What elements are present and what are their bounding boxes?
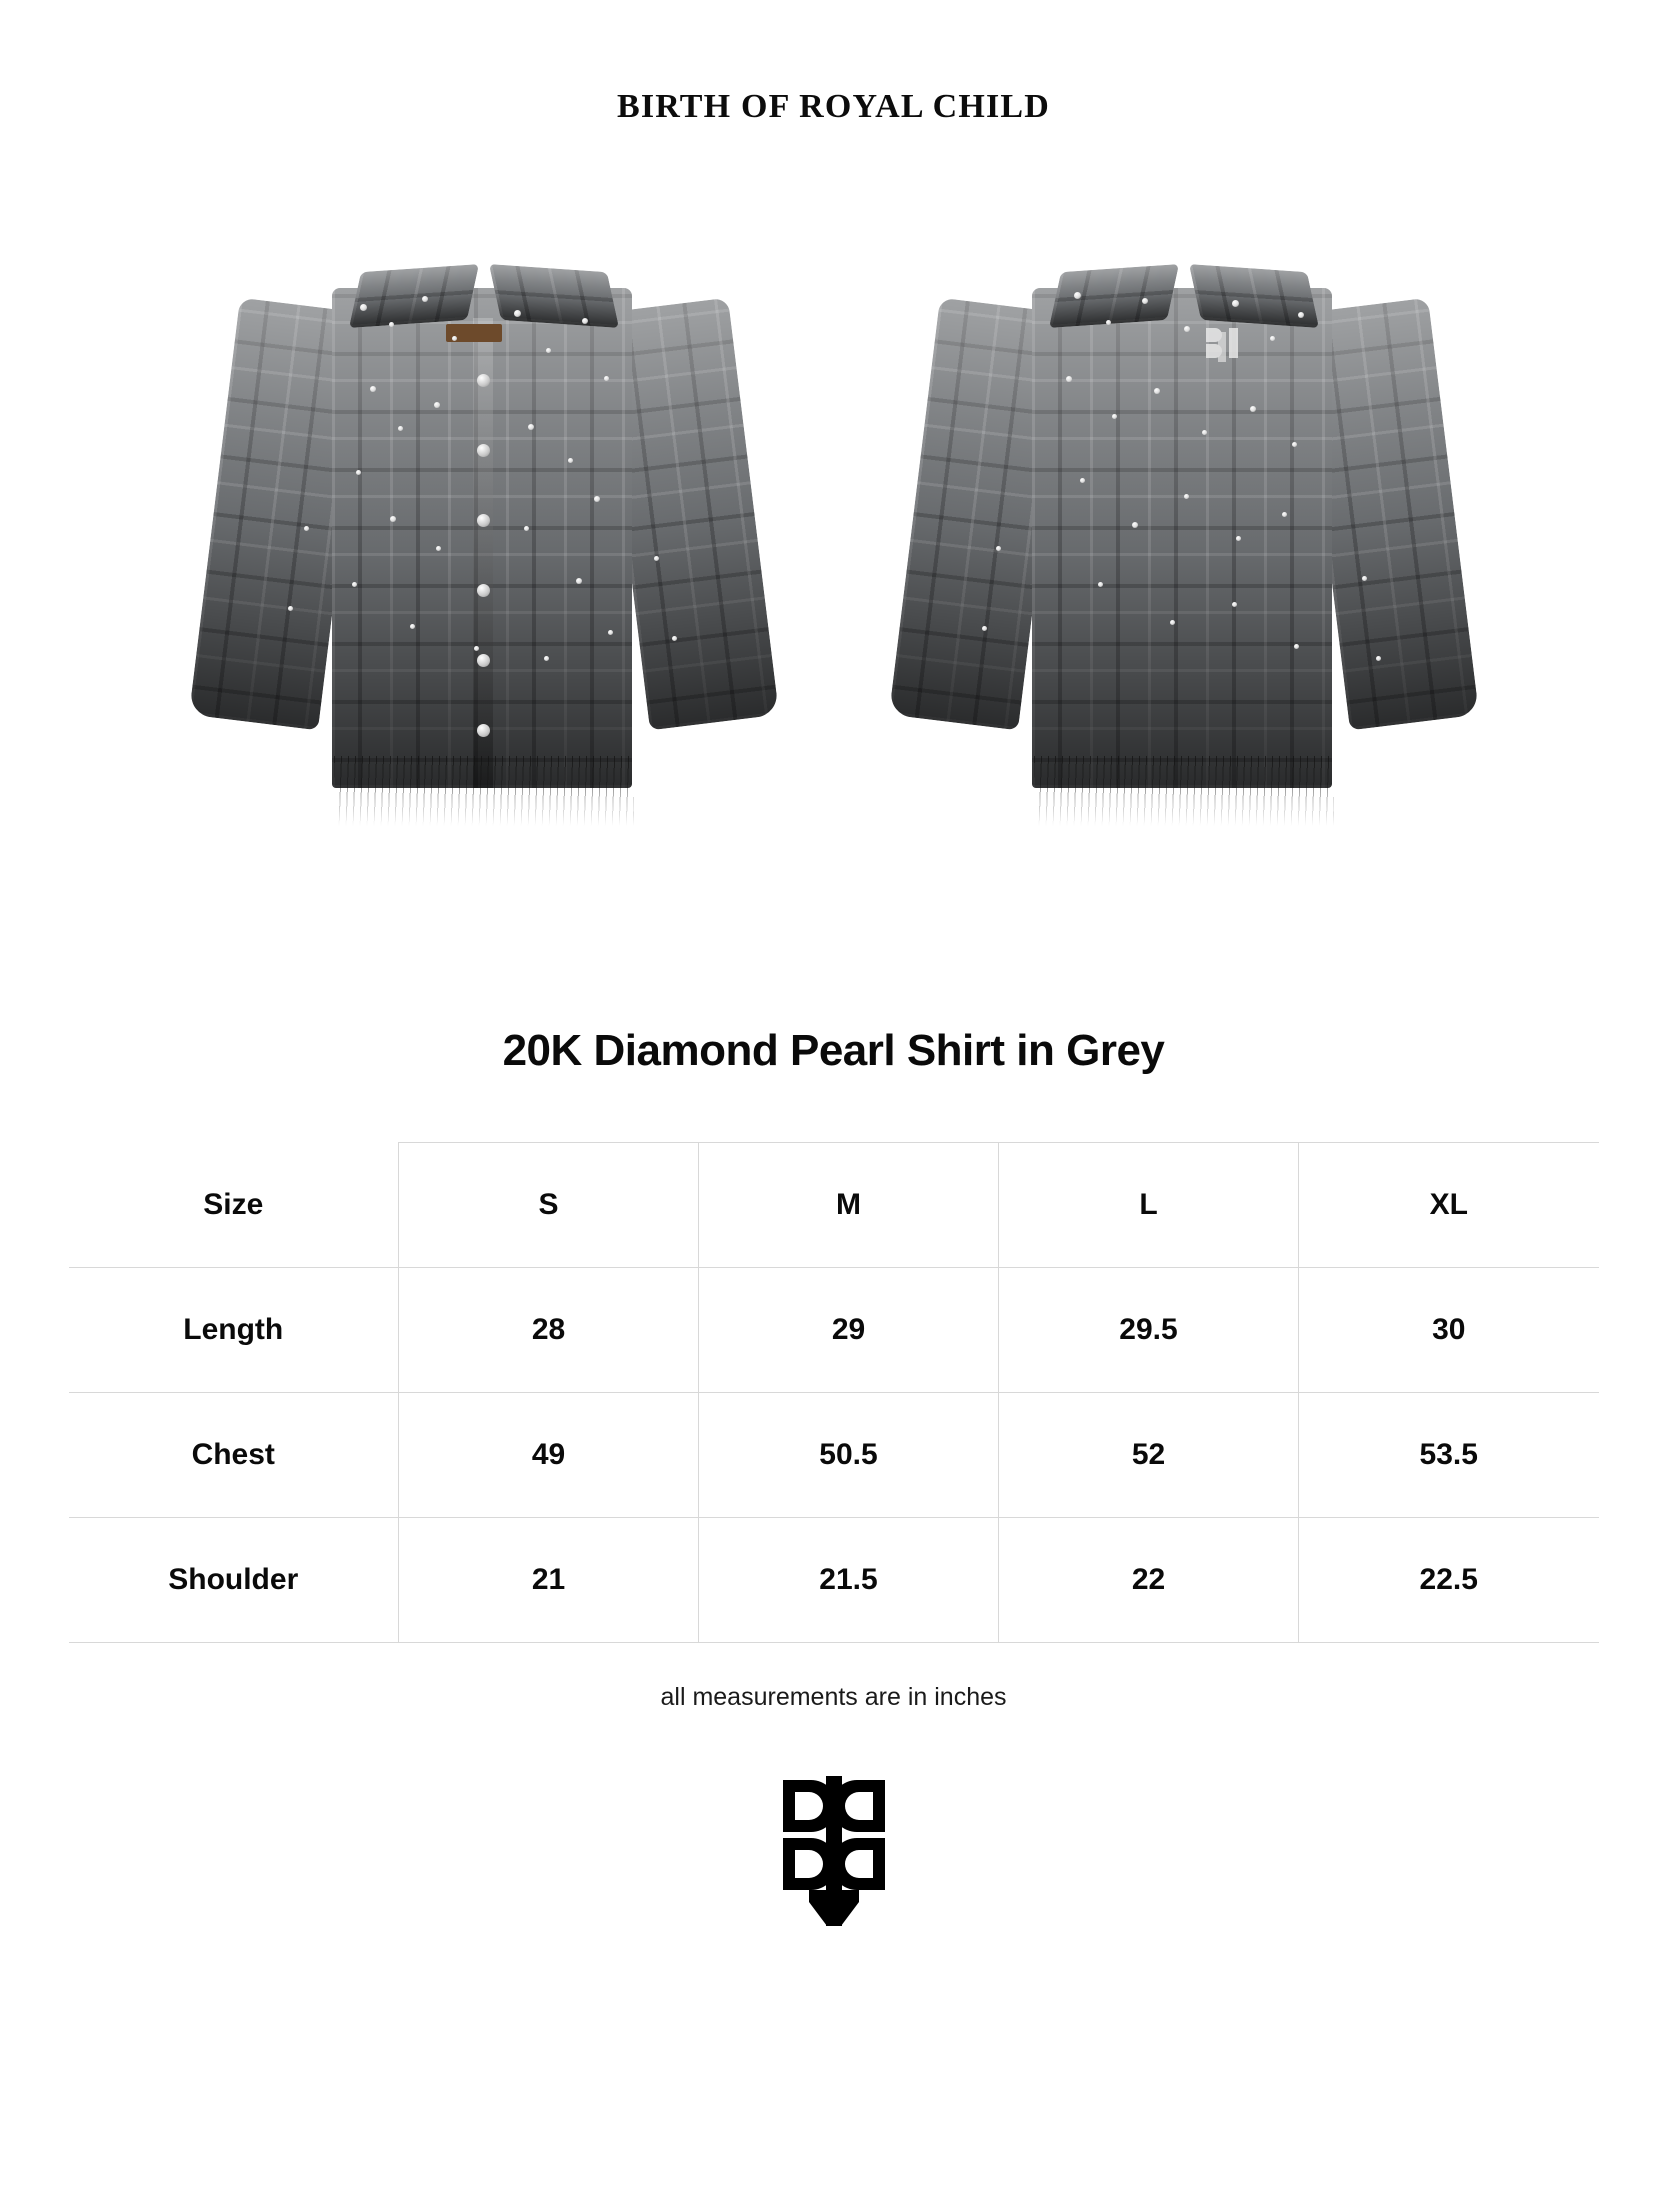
size-chart-table	[69, 1142, 1599, 1643]
table-header-row	[69, 1143, 1599, 1268]
table-row	[69, 1518, 1599, 1643]
product-title: 20K Diamond Pearl Shirt in Grey	[502, 1026, 1165, 1075]
shirt-button	[477, 724, 490, 737]
cell-shoulder-l: 22	[999, 1518, 1299, 1643]
collar-right	[1188, 264, 1318, 328]
cell-length-l: 29.5	[999, 1268, 1299, 1393]
shirt-illustration-front	[184, 226, 784, 846]
collar-right	[488, 264, 618, 328]
table-row	[69, 1268, 1599, 1393]
shirt-button	[477, 654, 490, 667]
footer-logo	[0, 1776, 1667, 1926]
button-placket	[473, 318, 493, 788]
brand-label-tag	[446, 324, 502, 342]
column-header-m: M	[699, 1143, 999, 1268]
column-header-xl: XL	[1299, 1143, 1599, 1268]
row-label-length: Length	[69, 1268, 399, 1393]
product-image-gallery	[0, 226, 1667, 866]
row-label-chest: Chest	[69, 1393, 399, 1518]
collar-left	[348, 264, 478, 328]
shirt-button	[477, 584, 490, 597]
cell-shoulder-xl: 22.5	[1299, 1518, 1599, 1643]
column-header-size: Size	[69, 1143, 399, 1268]
brand-title: BIRTH OF ROYAL CHILD	[616, 88, 1051, 125]
column-header-s: S	[399, 1143, 699, 1268]
cell-shoulder-m: 21.5	[699, 1518, 999, 1643]
cell-chest-s: 49	[399, 1393, 699, 1518]
frayed-hem	[334, 756, 634, 826]
cell-length-s: 28	[399, 1268, 699, 1393]
front-view	[164, 226, 804, 846]
cell-chest-l: 52	[999, 1393, 1299, 1518]
brc-monogram-logo-icon	[779, 1776, 889, 1926]
back-view	[864, 226, 1504, 846]
cell-shoulder-s: 21	[399, 1518, 699, 1643]
cell-length-m: 29	[699, 1268, 999, 1393]
brc-monogram-icon	[1204, 326, 1240, 368]
frayed-hem	[1034, 756, 1334, 826]
shirt-button	[477, 374, 490, 387]
table-row	[69, 1393, 1599, 1518]
cell-length-xl: 30	[1299, 1268, 1599, 1393]
collar-left	[1048, 264, 1178, 328]
size-chart	[69, 1142, 1599, 1643]
row-label-shoulder: Shoulder	[69, 1518, 399, 1643]
shirt-button	[477, 514, 490, 527]
shirt-button	[477, 444, 490, 457]
measurement-note: all measurements are in inches	[660, 1683, 1007, 1711]
column-header-l: L	[999, 1143, 1299, 1268]
cell-chest-m: 50.5	[699, 1393, 999, 1518]
shirt-illustration-back	[884, 226, 1484, 846]
shirt-body	[1032, 288, 1332, 788]
cell-chest-xl: 53.5	[1299, 1393, 1599, 1518]
